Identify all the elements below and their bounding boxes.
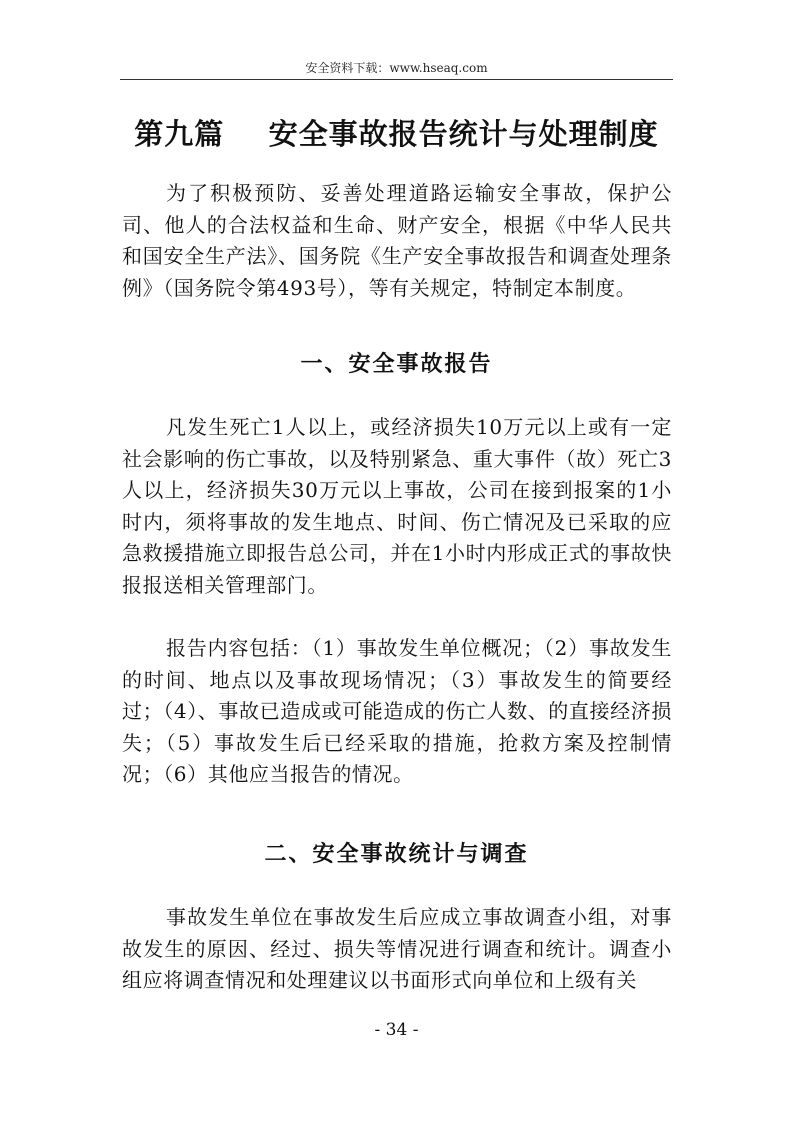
section2-paragraph-1: 事故发生单位在事故发生后应成立事故调查小组，对事故发生的原因、经过、损失等情况进行调查和统计。调查小组应将调查情况和处理建议以书面形式向单位和上级有关 — [122, 905, 672, 992]
chapter-title: 第九篇 安全事故报告统计与处理制度 — [134, 117, 659, 151]
page-header: 安全资料下载：www.hseaq.com — [305, 61, 488, 75]
section1-paragraph-1: 凡发生死亡1人以上，或经济损失10万元以上或有一定社会影响的伤亡事故，以及特别紧急、重大事件（故）死亡3人以上，经济损失30万元以上事故，公司在接到报案的1小时内，须将事故的发生地点、时间、伤亡情况及已采取的应急救援措施立即报告总公司，并在1小时内形成正式的事故快报报送相关管理部门。 — [122, 415, 672, 597]
section-heading-accident-report: 一、安全事故报告 — [300, 351, 493, 377]
page-number: - 34 - — [374, 1020, 419, 1040]
section-heading-statistics-investigation: 二、安全事故统计与调查 — [264, 841, 529, 867]
section1-paragraph-2: 报告内容包括：（1）事故发生单位概况；（2）事故发生的时间、地点以及事故现场情况；（3）事故发生的简要经过；（4）、事故已造成或可能造成的伤亡人数、的直接经济损失；（5）事故发生后已经采取的措施，抢救方案及控制情况；（6）其他应当报告的情况。 — [122, 636, 672, 786]
header-divider — [120, 79, 673, 80]
intro-paragraph: 为了积极预防、妥善处理道路运输安全事故，保护公司、他人的合法权益和生命、财产安全，根据《中华人民共和国安全生产法》、国务院《生产安全事故报告和调查处理条例》（国务院令第493号），等有关规定，特制定本制度。 — [122, 181, 672, 300]
